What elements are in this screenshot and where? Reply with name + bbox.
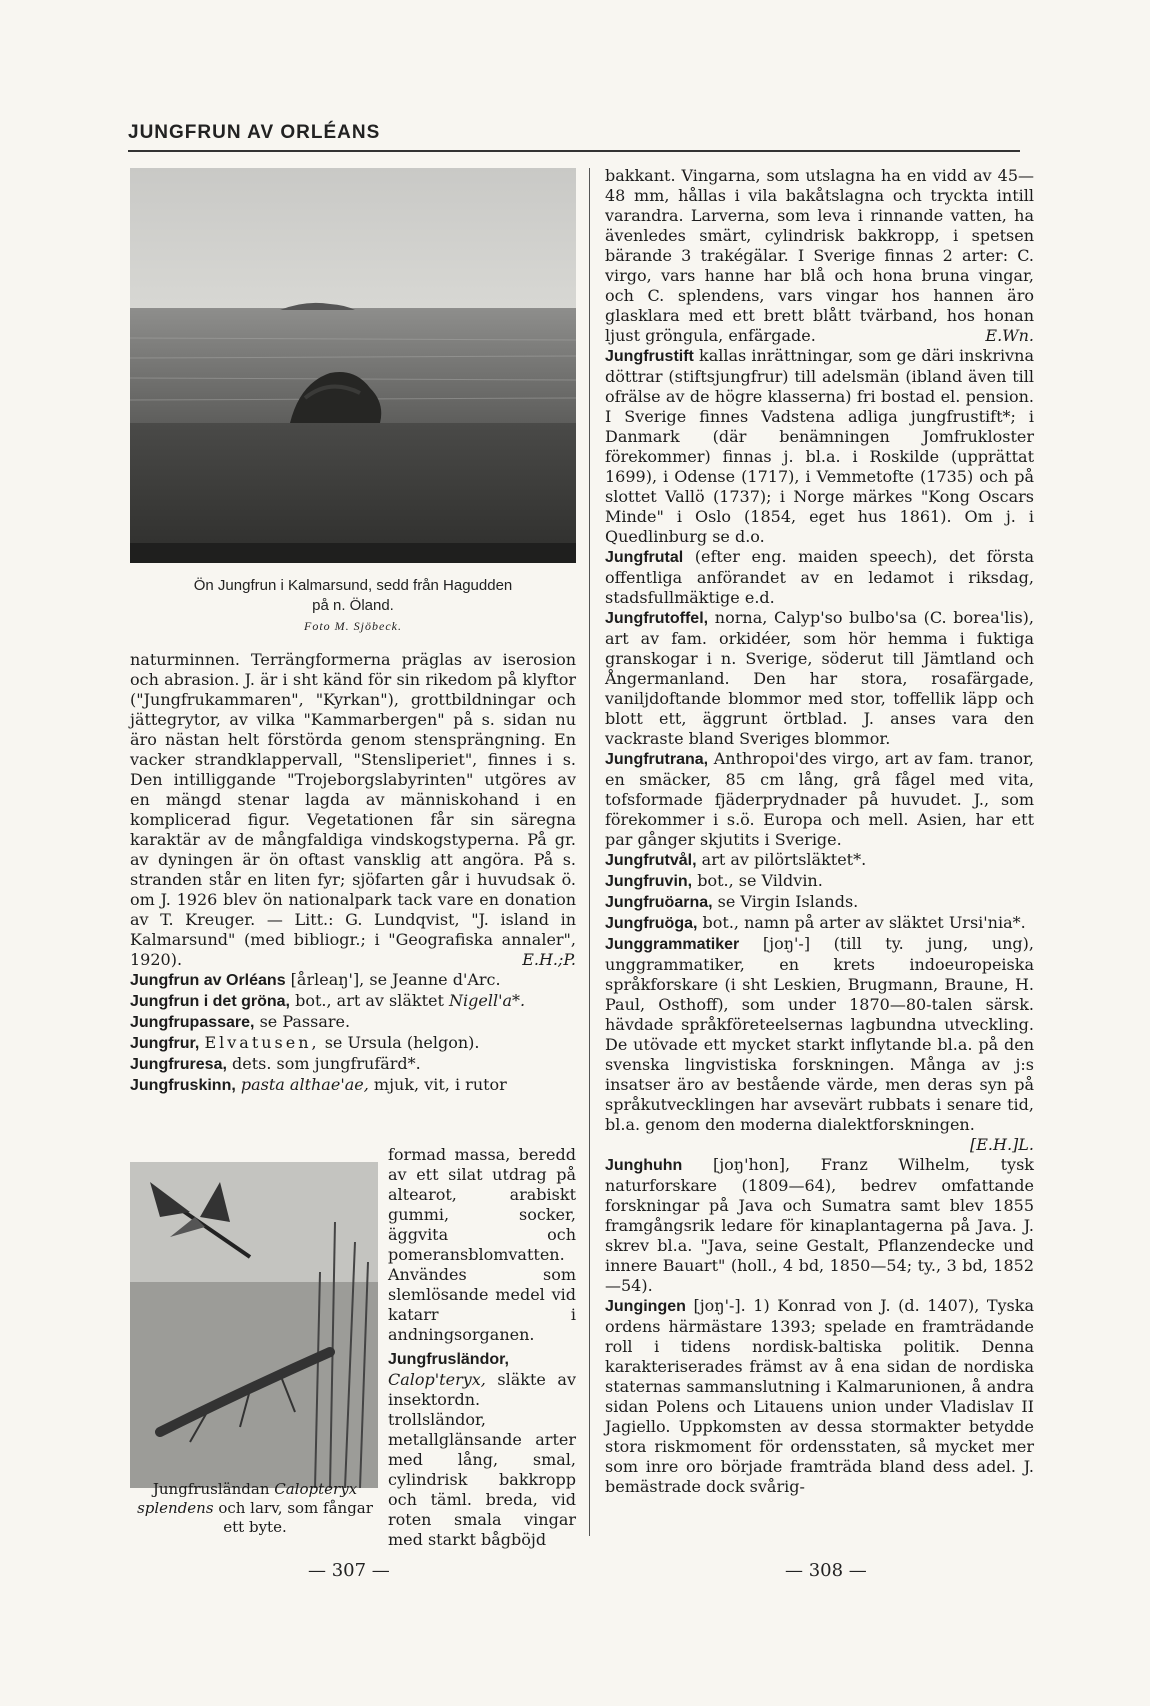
entry-text: se Passare. <box>254 1012 351 1031</box>
author-signature: [E.H.]L. <box>970 1135 1034 1154</box>
entry-text: släkte av insektordn. trollsländor, metallglänsande arter med lång, smal, cylindrisk bakkropp och täml. breda, vid roten smala vingar med starkt bågböjd <box>388 1370 576 1549</box>
entry-jungfrupassare <box>130 1012 576 1033</box>
figure1-caption-line1: Ön Jungfrun i Kalmarsund, sedd från Hagudden <box>193 577 513 594</box>
figure1-caption <box>130 576 576 636</box>
entry-jungfruoarna <box>605 892 1034 913</box>
headword: Jungfruöarna, <box>605 894 713 911</box>
headword: Jungfrutvål, <box>605 852 697 869</box>
left-column-text <box>130 650 576 1096</box>
jungfruskinn-continued-text: formad massa, beredd av ett silat utdrag på altearot, arabiskt gummi, socker, äggvita och pomeransblomvatten. Användes som slemlösande medel vid katarr i andningsorganen. <box>388 1145 576 1344</box>
figure1-caption-line2: på n. Öland. <box>312 597 394 614</box>
author-signature: E.H.;P. <box>522 950 576 969</box>
entry-text: mjuk, vit, i rutor <box>368 1075 507 1094</box>
page-number-right: — 308 — <box>785 1560 867 1581</box>
entry-text: bot., art av släktet <box>290 991 449 1010</box>
headword: Jungfrur, <box>130 1035 200 1052</box>
entry-text: norna, Calyp'so bulbo'sa (C. borea'lis), art av fam. orkidéer, som hör hemma i fuktiga granskogar i n. Sverige, söderut till Jämtland och Ångermanland. Den har stora, rosafärgade, vaniljdoftande blommor med stor, toffellik läpp och blott ett, äggrunt örtblad. J. anses vara den vackraste bland Sveriges blommor. <box>605 608 1034 748</box>
figure2-caption-text-end: och larv, som fångar ett byte. <box>213 1499 373 1536</box>
entry-italic-text: Nigell'a*. <box>449 991 526 1010</box>
entry-text: bot., se Vildvin. <box>692 871 823 890</box>
entry-text: bot., namn på arter av släktet Ursi'nia*. <box>697 913 1026 932</box>
entry-jungfruvin <box>605 871 1034 892</box>
headword: Jungfrustift <box>605 348 694 365</box>
headword: Junghuhn <box>605 1157 683 1174</box>
headword: Jungfruöga, <box>605 915 698 932</box>
headword: Jungfrun av Orléans <box>130 972 286 989</box>
entry-text: art av pilörtsläktet*. <box>696 850 867 869</box>
entry-text: bakkant. Vingarna, som utslagna ha en vidd av 45—48 mm, hållas i vila bakåtslagna och tryckta intill varandra. Larverna, som leva i rinnande vatten, ha ävenledes smärt, cylindrisk bakkropp, i spetsen bärande 3 trakégälar. I Sverige finnas 2 arter: C. virgo, vars hanne har blå och hona bruna vingar, och C. splendens, vars vingar hos hannen äro glasklara med ett brett blått tvärband, hos honan ljust gröngula, enfärgade. <box>605 166 1034 345</box>
entry-text: [joŋ'hon], Franz Wilhelm, tysk naturforskare (1809—64), bedrev omfattande forskningar på Java och Sumatra samt blev 1855 framgångsrik ledare för kinaplantagerna på Java. J. skrev bl.a. "Java, seine Gestalt, Pflanzendecke und innere Bauart" (holl., 4 bd, 1850—54; ty., 3 bd, 1852—54). <box>605 1155 1034 1295</box>
author-signature: E.Wn. <box>985 326 1034 345</box>
figure2-caption <box>130 1480 380 1537</box>
headword: Jungfruvin, <box>605 873 693 890</box>
headword: Junggrammatiker <box>605 936 740 953</box>
entry-junghuhn <box>605 1155 1034 1296</box>
headword: Jungfruskinn, <box>130 1077 236 1094</box>
headword: Jungfrutrana, <box>605 751 709 768</box>
entry-text: Anthropoi'des virgo, art av fam. tranor, en smäcker, 85 cm lång, grå fågel med vita, tofsformade fjäderprydnader på huvudet. J., som förekommer i s.ö. Europa och mell. Asien, har ett par gånger skjutits i Sverige. <box>605 749 1034 849</box>
entry-jungfrutrana <box>605 749 1034 850</box>
left-column-wrapped-text <box>388 1145 576 1550</box>
headword: Jungfrun i det gröna, <box>130 993 290 1010</box>
jungfrun-continued-paragraph <box>130 650 576 970</box>
page-number-left: — 307 — <box>308 1560 390 1581</box>
entry-jungfrutval <box>605 850 1034 871</box>
entry-text: kallas inrättningar, som ge däri inskrivna döttrar (stiftsjungfrur) till adelsmän (ibland även till ofrälse av de högre klasserna) fri bostad el. pension. I Sverige finnes Vadstena adliga jungfrustift*; i Danmark (där benämningen Jomfrukloster förekommer) finnas j. bl.a. i Roskilde (upprättat 1699), i Odense (1717), i Vemmetofte (1735) och på slottet Vallö (1737); i Norge märkes "Kong Oscars Minde" i Oslo (1854, eget hus 1861). Om j. i Quedlinburg se d.o. <box>605 346 1034 546</box>
figure2-caption-text: Jungfrusländan <box>152 1480 275 1498</box>
photo-damselfly <box>130 1162 378 1488</box>
header-rule <box>128 150 1020 152</box>
entry-text: [joŋ'-]. 1) Konrad von J. (d. 1407), Tyska ordens härmästare 1393; spelade en framträdande roll i tidens nordisk-baltiska politik. Denna karakteriserades främst av å ena sidan de nordiska staternas sammanslutning i Kalmarunionen, å andra sidan Polens och Litauens union under Vladislav II Jagiello. Uppkomsten av dessa stormakter betydde stora riskmoment för ordensstaten, så mycket mer som inre oro började framträda bland dess adel. J. bemästrade dock svårig- <box>605 1296 1034 1496</box>
figure2-caption-genus: Calopteryx <box>274 1480 358 1498</box>
headword: Jungingen <box>605 1298 686 1315</box>
jungfrun-paragraph-text: naturminnen. Terrängformerna präglas av iserosion och abrasion. J. är i sht känd för sin rikedom på klyftor ("Jungfrukammaren", "Kyrkan"), grottbildningar och jättegrytor, av vilka "Kammarbergen" på s. sidan nu äro nästan helt förstörda genom stensprängning. En vacker strandklappervall, "Stensliperiet", finnes i s. Den intilliggande "Trojeborgslabyrinten" utgöres av en mängd stenar lagda av människohand i en komplicerad figur. Vegetationen får sin säregna karaktär av de mångfaldiga vindskogstyperna. På gr. av dyningen är ön oftast vansklig att angöra. På s. stranden står en liten fyr; sjöfarten går i huvudsak ö. om J. 1926 blev ön nationalpark tack vare en donation av T. Kreuger. — Litt.: G. Lundqvist, "J. island in Kalmarsund" (med bibliogr.; i "Geografiska annaler", 1920). <box>130 650 576 969</box>
damselfly-illustration-image <box>130 1162 378 1488</box>
entry-text: (efter eng. maiden speech), det första offentliga anförandet av en ledamot i riksdag, stadsfullmäktige e.d. <box>605 547 1034 607</box>
entry-text: dets. som jungfrufärd*. <box>226 1054 421 1073</box>
entry-jungfrun-av-orleans <box>130 970 576 991</box>
figure1-photo-credit: Foto M. Sjöbeck. <box>304 619 402 633</box>
entry-text: se Virgin Islands. <box>712 892 859 911</box>
entry-text: [årleaŋ'], se Jeanne d'Arc. <box>285 970 501 989</box>
entry-jungfruslandor <box>388 1349 576 1550</box>
headword: Jungfrutoffel, <box>605 610 709 627</box>
entry-text: se Ursula (helgon). <box>319 1033 480 1052</box>
entry-jungfrutoffel <box>605 608 1034 749</box>
headword: Jungfrutal <box>605 549 684 566</box>
jungfruslandor-continued-paragraph <box>605 166 1034 346</box>
column-divider <box>589 168 590 1536</box>
entry-jungfruresa <box>130 1054 576 1075</box>
right-column-text <box>605 166 1034 1497</box>
entry-italic-text: Calop'teryx, <box>388 1370 486 1389</box>
figure2-caption-species: splendens <box>137 1499 214 1517</box>
entry-spaced-text: Elvatusen, <box>204 1033 320 1052</box>
headword: Jungfrusländor, <box>388 1351 509 1368</box>
entry-jungfrun-i-det-grona <box>130 991 576 1012</box>
entry-jungfrur <box>130 1033 576 1054</box>
island-photo-image <box>130 168 576 563</box>
headword: Jungfruresa, <box>130 1056 227 1073</box>
entry-junggrammatiker <box>605 934 1034 1154</box>
entry-jungfruoga <box>605 913 1034 934</box>
photo-jungfrun-island <box>130 168 576 563</box>
entry-jungfruskinn <box>130 1075 576 1096</box>
entry-jungfrustift <box>605 346 1034 547</box>
entry-text: [joŋ'-] (till ty. jung, ung), unggrammatiker, en krets indoeuropeiska språkforskare (i sht Leskien, Brugmann, Braune, H. Paul, Osthoff), som under 1870—80-talen särsk. hävdade språkföreteelsernas lagbundna utveckling. De utövade ett mycket starkt inflytande bl.a. på den svenska lingvistiska forskningen. Många av j:s insatser äro av bestående värde, men deras syn på språkutvecklingen har avsevärt rubbats i senare tid, bl.a. genom den moderna dialektforskningen. <box>605 934 1034 1134</box>
headword: Jungfrupassare, <box>130 1014 255 1031</box>
entry-jungfrutal <box>605 547 1034 608</box>
entry-italic-text: pasta althae'ae, <box>235 1075 369 1094</box>
entry-jungingen <box>605 1296 1034 1497</box>
page-header-title: JUNGFRUN AV ORLÉANS <box>128 122 381 143</box>
